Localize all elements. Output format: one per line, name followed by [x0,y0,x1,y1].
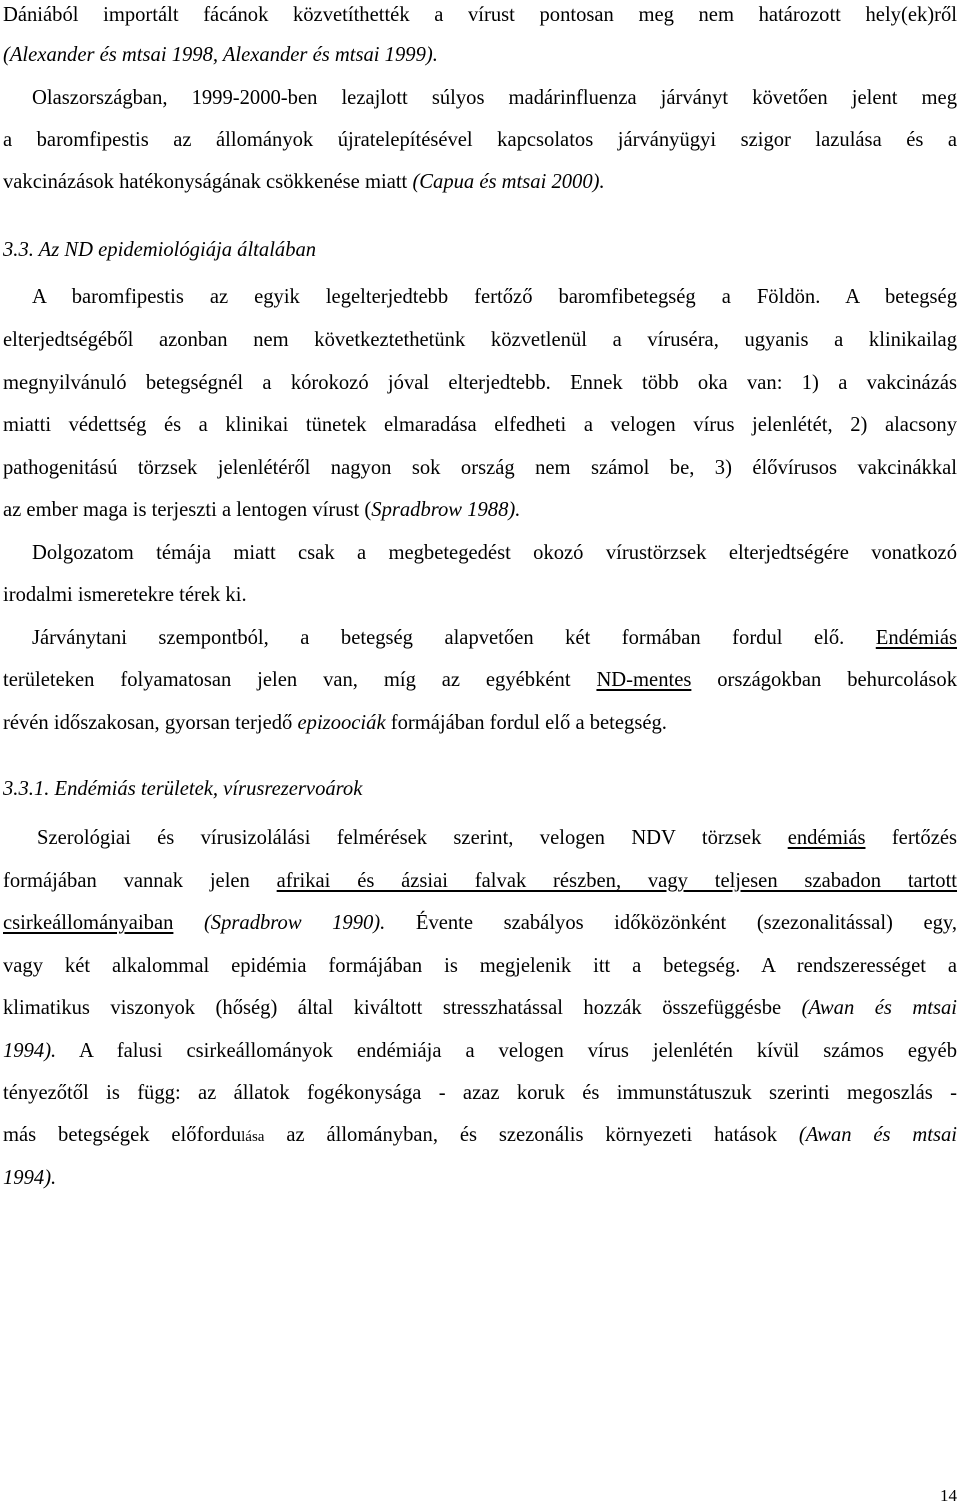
text-line [3,85,957,111]
text-span: pathogenitású törzsek jelenlétéről nagyon sok ország nem számol be, 3) élővírusos vakcinákkal [3,457,957,479]
text-span: irodalmi ismeretekre térek ki. [3,584,247,606]
underlined-phrase: csirkeállományaiban [3,912,174,934]
text-span: Járványtani szempontból, a betegség alapvetően két formában fordul elő. [32,627,876,649]
text-span: tényezőtől is függ: az állatok fogékonysága - azaz koruk és immunstátuszuk szerinti megoszlás - [3,1082,957,1104]
text-span: az ember maga is terjeszti a lentogen vírust ( [3,499,372,521]
text-line [3,169,957,195]
section-heading [3,237,957,263]
text-span: A falusi csirkeállományok endémiája a velogen vírus jelenlétén kívül számos egyéb [56,1040,957,1062]
citation: Spradbrow 1988). [371,499,521,521]
citation-line [3,1165,957,1191]
text-span: Dolgozatom témája miatt csak a megbetegedést okozó vírustörzsek elterjedtségére vonatkozó [32,542,957,564]
text-span: Évente szabályos időközönként (szezonalitással) egy, [385,912,957,934]
text-span: vakcinázások hatékonyságának csökkenése miatt [3,171,413,193]
underlined-term: ND-mentes [596,669,692,691]
text-span: formájában fordul elő a betegség. [385,712,667,734]
citation: 1994). [3,1167,57,1189]
citation: 1994). [3,1040,57,1062]
text-line [3,667,957,693]
text-line [3,455,957,481]
text-span: formájában vannak jelen [3,870,277,892]
text-line [3,868,957,894]
heading-text: 3.3. Az ND epidemiológiája általában [3,239,317,261]
text-line [3,1080,957,1106]
citation: (Spradbrow 1990). [173,912,386,934]
text-line [3,327,957,353]
text-span: Dániából importált fácánok közvetíthették a vírust pontosan meg nem határozott hely(ek)ről [3,4,957,26]
underlined-term: Endémiás [875,627,957,649]
citation: (Awan és mtsai [801,997,957,1019]
text-line [3,370,957,396]
italic-term: epizoociák [297,712,386,734]
text-line [3,1038,957,1064]
text-span: miatti védettség és a klinikai tünetek elmaradása elfedheti a velogen vírus jelenlétét, 2) alacsony [3,414,957,436]
text-line [3,284,957,310]
citation-line [3,42,957,68]
text-line [3,910,957,936]
text-span: fertőzés [865,827,957,849]
text-span: a baromfipestis az állományok újratelepítésével kapcsolatos járványügyi szigor lazulása és a [3,129,957,151]
subsection-heading [3,776,957,802]
text-span: megnyilvánuló betegségnél a kórokozó jóval elterjedtebb. Ennek több oka van: 1) a vakcinázás [3,372,957,394]
text-span: Olaszországban, 1999-2000-ben lezajlott súlyos madárinfluenza járványt követően jelent meg [32,87,957,109]
text-line [3,582,957,608]
text-span-small: lása [241,1129,265,1145]
page-number: 14 [940,1486,957,1505]
text-span: Szerológiai és vírusizolálási felmérések szerint, velogen NDV törzsek [37,827,788,849]
text-span: az állományban, és szezonális környezeti hatások [264,1124,799,1146]
text-line [3,540,957,566]
text-span: klimatikus viszonyok (hőség) által kiváltott stresszhatással hozzák összefüggésbe [3,997,802,1019]
text-line [3,497,957,523]
text-line [3,953,957,979]
text-line [3,825,957,851]
text-span: más betegségek előfordu [3,1124,242,1146]
text-span: területeken folyamatosan jelen van, míg az egyébként [3,669,597,691]
underlined-term: endémiás [787,827,866,849]
text-line [3,1122,957,1150]
underlined-phrase: afrikai és ázsiai falvak részben, vagy teljesen szabadon tartott [276,870,958,892]
text-span: A baromfipestis az egyik legelterjedtebb fertőző baromfibetegség a Földön. A betegség [32,286,957,308]
text-line [3,710,957,736]
text-span: vagy két alkalommal epidémia formájában is megjelenik itt a betegség. A rendszerességet a [3,955,957,977]
text-line [3,2,957,28]
citation: (Capua és mtsai 2000). [412,171,605,193]
citation: (Alexander és mtsai 1998, Alexander és mtsai 1999). [3,44,438,66]
text-line [3,412,957,438]
text-line [3,995,957,1021]
text-line [3,625,957,651]
text-span: elterjedtségéből azonban nem következtethetünk közvetlenül a víruséra, ugyanis a klinikailag [3,329,957,351]
text-line [3,127,957,153]
heading-text: 3.3.1. Endémiás területek, vírusrezervoárok [3,778,363,800]
text-span: révén időszakosan, gyorsan terjedő [3,712,298,734]
text-span: országokban behurcolások [691,669,958,691]
citation: (Awan és mtsai [798,1124,957,1146]
